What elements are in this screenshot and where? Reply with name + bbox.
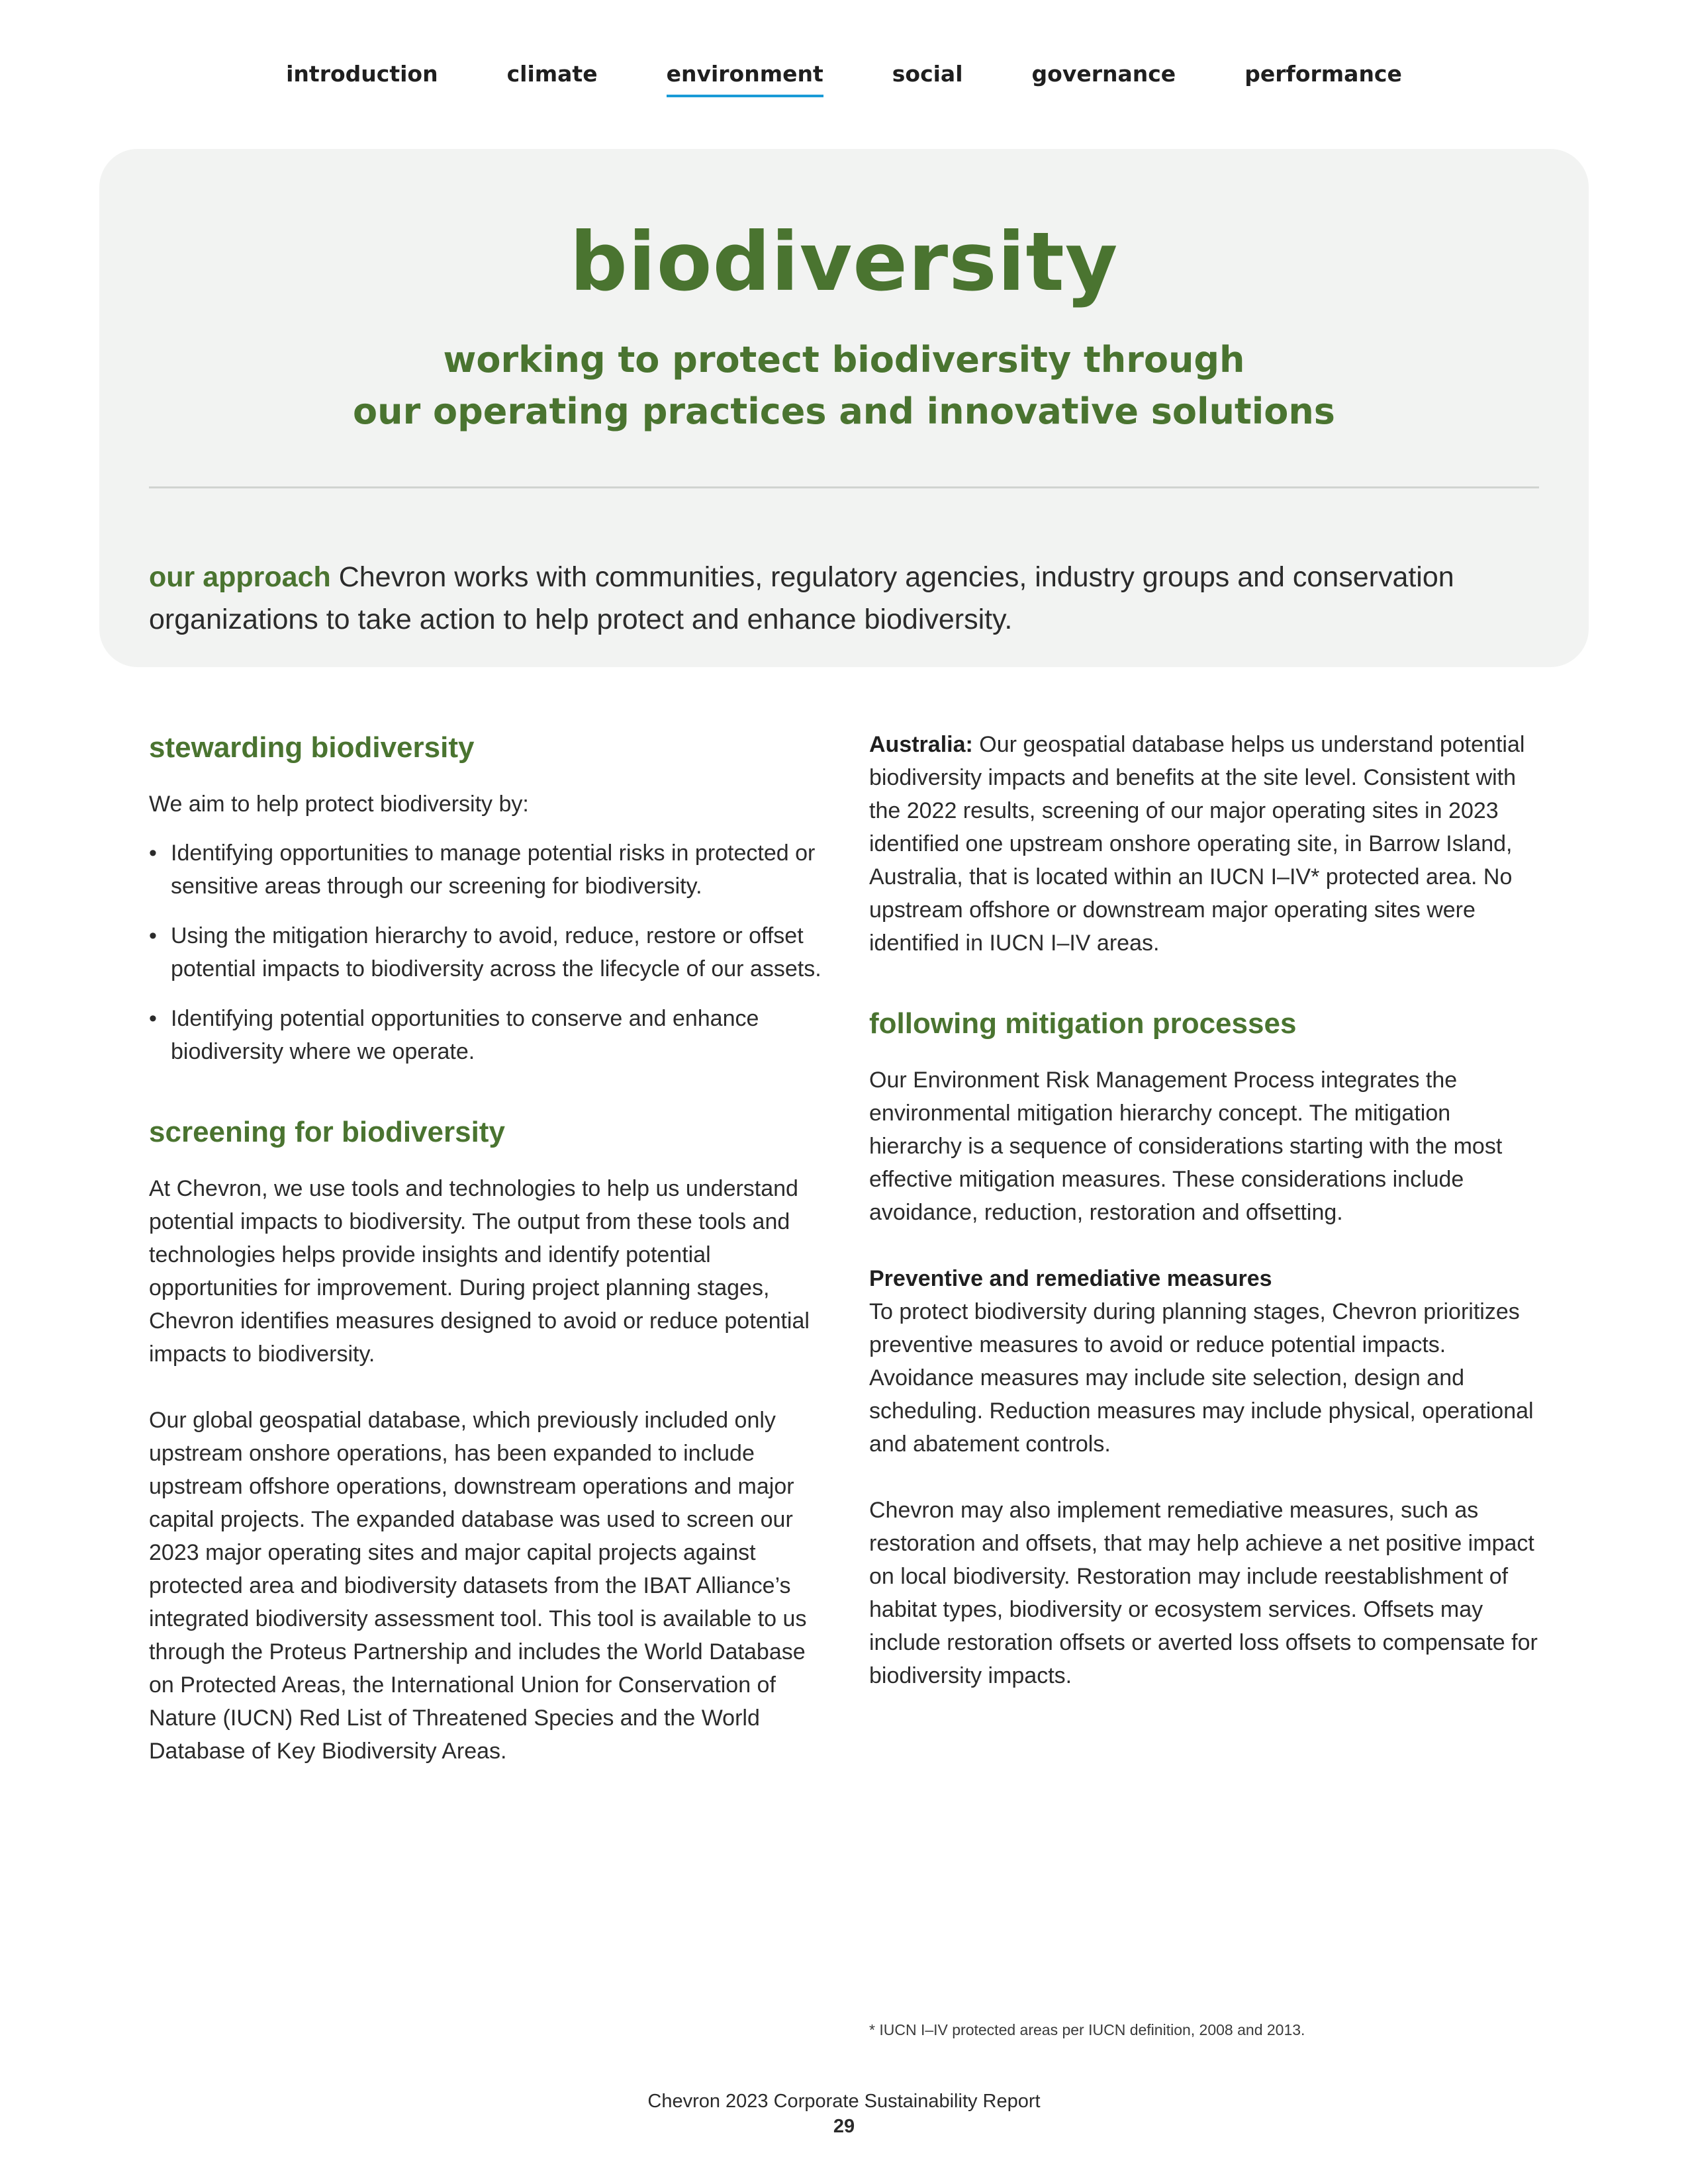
list-item: • Identifying potential opportunities to conserve and enhance biodiversity where we operate. — [149, 1002, 824, 1068]
list-item: • Identifying opportunities to manage potential risks in protected or sensitive areas through our screening for biodiversity. — [149, 837, 824, 903]
stewarding-intro: We aim to help protect biodiversity by: — [149, 792, 529, 817]
nav-environment[interactable]: environment — [667, 61, 823, 97]
mitigation-heading: following mitigation processes — [869, 1007, 1297, 1040]
subtitle-line-1: working to protect biodiversity through — [443, 339, 1245, 381]
mitigation-paragraph-2: To protect biodiversity during planning stages, Chevron prioritizes preventive measures to avoid or reduce potential impacts. Avoidance measures may include site selection, design and scheduling. Reduction measures may include physical, operational and abatement controls. — [869, 1299, 1534, 1457]
screening-paragraph-2: Our global geospatial database, which previously included only upstream onshore operations, has been expanded to include upstream offshore operations, downstream operations and major capital projects. The expanded database was used to screen our 2023 major operating sites and major capital projects against protected area and biodiversity datasets from the IBAT Alliance’s integrated biodiversity assessment tool. This tool is available to us through the Proteus Partnership and includes the World Database on Protected Areas, the International Union for Conservation of Nature (IUCN) Red List of Threatened Species and the World Database of Key Biodiversity Areas. — [149, 1408, 807, 1764]
hero-divider — [149, 486, 1539, 488]
top-navigation — [0, 61, 1688, 97]
left-column — [149, 728, 824, 1768]
right-column — [869, 728, 1548, 1692]
nav-climate[interactable]: climate — [506, 61, 598, 87]
hero-panel — [99, 149, 1589, 667]
nav-performance[interactable]: performance — [1244, 61, 1402, 87]
approach-text: Chevron works with communities, regulatory agencies, industry groups and conservation organizations to take action to help protect and enhance biodiversity. — [149, 561, 1454, 635]
australia-paragraph — [869, 728, 1548, 960]
stewarding-heading: stewarding biodiversity — [149, 731, 475, 764]
stewarding-bullet-list — [149, 837, 824, 1068]
australia-text: Our geospatial database helps us understand potential biodiversity impacts and benefits at the site level. Consistent with the 2022 results, screening of our major operating sites in 2023 identified one upstream onshore operating site, in Barrow Island, Australia, that is located within an IUCN I–IV* protected area. No upstream offshore or downstream major operating sites were identified in IUCN I–IV areas. — [869, 732, 1525, 956]
page-subtitle — [99, 334, 1589, 437]
approach-label: our approach — [149, 561, 331, 593]
mitigation-paragraph-1: Our Environment Risk Management Process integrates the environmental mitigation hierarchy concept. The mitigation hierarchy is a sequence of considerations starting with the most effective mitigation measures. These considerations include avoidance, reduction, restoration and offsetting. — [869, 1068, 1503, 1225]
nav-introduction[interactable]: introduction — [286, 61, 438, 87]
mitigation-paragraph-3: Chevron may also implement remediative measures, such as restoration and offsets, that may help achieve a net positive impact on local biodiversity. Restoration may include reestablishment of habitat types, biodiversity or ecosystem services. Offsets may include restoration offsets or averted loss offsets to compensate for biodiversity impacts. — [869, 1498, 1538, 1688]
page-title: biodiversity — [569, 215, 1119, 309]
screening-paragraph-1: At Chevron, we use tools and technologies to help us understand potential impacts to biodiversity. The output from these tools and technologies helps provide insights and identify potential opportunities for improvement. During project planning stages, Chevron identifies measures designed to avoid or reduce potential impacts to biodiversity. — [149, 1176, 810, 1367]
australia-label: Australia: — [869, 732, 973, 757]
screening-heading: screening for biodiversity — [149, 1116, 505, 1148]
approach-statement — [149, 556, 1539, 641]
nav-governance[interactable]: governance — [1031, 61, 1176, 87]
subtitle-line-2: our operating practices and innovative solutions — [353, 390, 1335, 432]
page-number: 29 — [833, 2116, 855, 2137]
preventive-subheading: Preventive and remediative measures — [869, 1266, 1272, 1291]
list-item: • Using the mitigation hierarchy to avoid, reduce, restore or offset potential impacts to biodiversity across the lifecycle of our assets. — [149, 919, 824, 985]
page-footer — [0, 2089, 1688, 2139]
nav-social[interactable]: social — [892, 61, 963, 87]
report-title: Chevron 2023 Corporate Sustainability Report — [647, 2091, 1041, 2112]
footnote: * IUCN I–IV protected areas per IUCN definition, 2008 and 2013. — [869, 2021, 1305, 2038]
